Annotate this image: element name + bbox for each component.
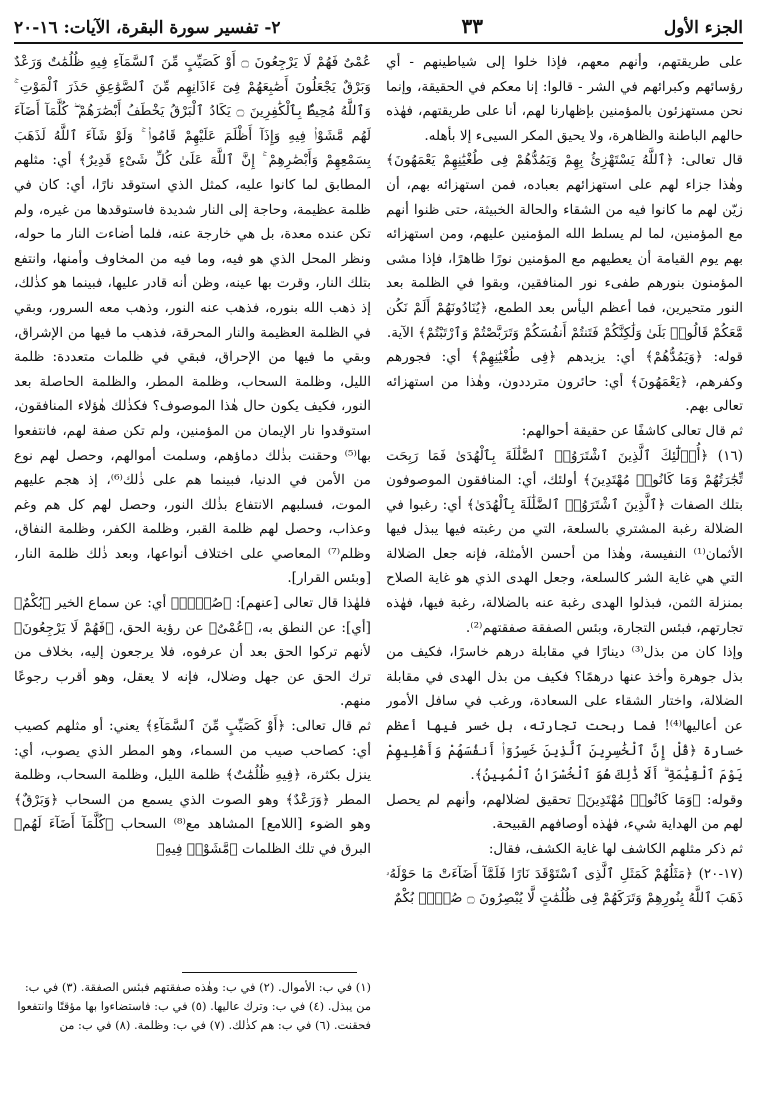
paragraph: ثم ذكر مثلهم الكاشف لها غاية الكشف، فقال: (488, 841, 743, 857)
footnote-text: (١) في ب: الأموال. (٢) في ب: وهٰذه صفقتهم فبئس الصفقة. (٣) في ب: من يبذل. (٤) في ب: وترك عاليها. (٥) في ب: فاستضاءوا بها مؤقتًا وانتفعوا فحقنت. (٦) في ب: هم كذٰلك. (٧) في ب: وظلمة. (٨) في ب: من (17, 980, 371, 1032)
paragraph: قوله: ﴿وَيَمُدُّهُمْ﴾ أي: يزيدهم ﴿فِى طُغْيَٰنِهِمْ﴾ أي: فجورهم وكفرهم، ﴿يَعْمَهُونَ﴾ أي: حائرون مترددون، وهٰذا من استهزائه تعالى بهم. (386, 349, 743, 415)
page-number: ٣٣ (461, 14, 483, 38)
text-column-left (14, 50, 371, 965)
paragraph: قال تعالى: ﴿ٱللَّهُ يَسْتَهْزِئُ بِهِمْ وَيَمُدُّهُمْ فِى طُغْيَٰنِهِمْ يَعْمَهُونَ﴾ وهٰذا جزاء لهم على استهزائهم بعباده، فمن استهزائه بهم، أن زيّن لهم ما كانوا فيه من الشقاء والحالة الخبيثة، حتى ظنوا أنهم مع المؤمنين، لما لم يسلط الله المؤمنين عليهم، ومن استهزائه بهم يوم القيامة أن يعطيهم مع المؤمنين نورًا ظاهرًا، فإذا مشى المؤمنون بنورهم طفىء نور المنافقين، وبقوا في الظلمة بعد النور متحيرين، فما أعظم اليأس بعد الطمع، ﴿يُنَادُونَهُمْ أَلَمْ نَكُن مَّعَكُمْ قَالُوا۟ بَلَىٰ وَلَٰكِنَّكُمْ فَتَنتُمْ أَنفُسَكُمْ وَتَرَبَّصْتُمْ وَٱرْتَبْتُمْ﴾ الآية. (386, 152, 743, 341)
header-volume: الجزء الأول (663, 18, 743, 38)
paragraph: وقوله: ﴿وَمَا كَانُوا۟ مُهْتَدِينَ﴾ تحقيق لضلالهم، وأنهم لم يحصل لهم من الهداية شيء، فهٰذه أوصافهم القبيحة. (386, 791, 743, 833)
paragraph: وإذا كان من بذل⁽³⁾ دينارًا في مقابلة درهم خاسرًا، فكيف من بذل جوهرة وأخذ عنها درهمًا؟ فكيف من بذل الهدى في مقابلة الضلالة، واختار الشقاء على السعادة، ورغب في سافل الأمور عن أعاليها⁽⁴⁾! فما ربحت تجارته، بل خسر فيها أعظم خسارة ﴿قُلْ إِنَّ ٱلْخَٰسِرِينَ ٱلَّذِينَ خَسِرُوٓا۟ أَنفُسَهُمْ وَأَهْلِيهِمْ يَوْمَ ٱلْقِيَٰمَةِ ۗ أَلَا ذَٰلِكَ هُوَ ٱلْخُسْرَانُ ٱلْمُبِينُ﴾. (386, 644, 743, 784)
paragraph: على طريقتهم، وأنهم معهم، فإذا خلوا إلى شياطينهم - أي رؤسائهم وكبرائهم في الشر - قالوا: إنا معكم في الحقيقة، وإنما نحن مستهزئون بالمؤمنين بإظهارنا لهم، أنا على طريقتهم، فهٰذه حالهم الباطنة والظاهرة، ولا يحيق المكر السيىء إلا بأهله. (386, 54, 743, 144)
paragraph: ثم قال تعالى: ﴿أَوْ كَصَيِّبٍ مِّنَ ٱلسَّمَآءِ﴾ يعني: أو مثلهم كصيب أي: كصاحب صيب من السماء، وهو المطر الذي يصوب، أي: ينزل بكثرة، ﴿فِيهِ ظُلُمَٰتٌ﴾ ظلمة الليل، وظلمة السحاب، وظلمة المطر ﴿وَرَعْدٌ﴾ وهو الصوت الذي يسمع من السحاب ﴿وَبَرْقٌ﴾ وهو الضوء [اللامع] المشاهد مع⁽⁸⁾ السحاب ﴿كُلَّمَآ أَضَآءَ لَهُم﴾ البرق في تلك الظلمات ﴿مَّشَوْا۟ فِيهِ﴾ (14, 718, 371, 857)
paragraph: (١٦) ﴿أُو۟لَٰٓئِكَ ٱلَّذِينَ ٱشْتَرَوُا۟ ٱلضَّلَٰلَةَ بِٱلْهُدَىٰ فَمَا رَبِحَت تِّجَٰرَتُهُمْ وَمَا كَانُوا۟ مُهْتَدِينَ﴾ أولئك، أي: المنافقون الموصوفون بتلك الصفات ﴿ٱلَّذِينَ ٱشْتَرَوُا۟ ٱلضَّلَٰلَةَ بِٱلْهُدَىٰ﴾ أي: رغبوا في الضلالة رغبة المشتري بالسلعة، التي من رغبته فيها يبذل فيها الأثمان⁽¹⁾ النفيسة، وهٰذا من أحسن الأمثلة، فإنه جعل الضلالة التي هي غاية الشر كالسلعة، وجعل الهدى الذي هو غاية الصلاح بمنزلة الثمن، فبذلوا الهدى رغبة عنه بالضلالة، رغبة فيها، فهٰذه تجارتهم، فبئس التجارة، وبئس الصفقة صفقتهم⁽²⁾. (386, 447, 743, 636)
page-header (14, 8, 743, 44)
paragraph: فلهٰذا قال تعالى [عنهم]: ﴿صُمٌّۢ﴾ أي: عن سماع الخير ﴿بُكْمٌ﴾ [أي]: عن النطق به، ﴿عُمْىٌ﴾ عن رؤية الحق، ﴿فَهُمْ لَا يَرْجِعُونَ﴾ لأنهم تركوا الحق بعد أن عرفوه، فلا يرجعون إليه، بخلاف من ترك الحق عن جهل وضلال، فإنه لا يعقل، وهو أقرب رجوعًا منهم. (14, 595, 371, 710)
footnotes (14, 978, 371, 1103)
header-chapter-title: ٢- تفسير سورة البقرة، الآيات: ١٦-٢٠ (14, 18, 281, 38)
footnote-separator (182, 972, 357, 973)
paragraph: عُمْىٌ فَهُمْ لَا يَرْجِعُونَ ۝ أَوْ كَصَيِّبٍ مِّنَ ٱلسَّمَآءِ فِيهِ ظُلُمَٰتٌ وَرَعْدٌ وَبَرْقٌ يَجْعَلُونَ أَصَٰبِعَهُمْ فِىٓ ءَاذَانِهِم مِّنَ ٱلصَّوَٰعِقِ حَذَرَ ٱلْمَوْتِ ۚ وَٱللَّهُ مُحِيطٌۢ بِٱلْكَٰفِرِينَ ۝ يَكَادُ ٱلْبَرْقُ يَخْطَفُ أَبْصَٰرَهُمْ ۖ كُلَّمَآ أَضَآءَ لَهُم مَّشَوْا۟ فِيهِ وَإِذَآ أَظْلَمَ عَلَيْهِمْ قَامُوا۟ ۚ وَلَوْ شَآءَ ٱللَّهُ لَذَهَبَ بِسَمْعِهِمْ وَأَبْصَٰرِهِمْ ۚ إِنَّ ٱللَّهَ عَلَىٰ كُلِّ شَىْءٍ قَدِيرٌ﴾ أي: مثلهم المطابق لما كانوا عليه، كمثل الذي استوقد نارًا، أي: كان في ظلمة عظيمة، وحاجة إلى النار شديدة فاستوقدها من غيره، ولم تكن عنده معدة، بل هي خارجة عنه، فلما أضاءت النار ما حوله، ونظر المحل الذي هو فيه، وما فيه من المخاوف وأمنها، وانتفع بتلك النار، وقرت بها عينه، وظن أنه قادر عليها، فبينما هو كذٰلك، إذ ذهب الله بنوره، فذهب عنه النور، وذهب معه السرور، وبقي في الظلمة العظيمة والنار المحرقة، فذهب ما فيها من الإشراق، وبقي ما فيها من الإحراق، فبقي في ظلمات متعددة: ظلمة الليل، وظلمة السحاب، وظلمة المطر، والظلمة الحاصلة بعد النور، فكيف يكون حال هٰذا الموصوف؟ فكذٰلك هٰؤلاء المنافقون، استوقدوا نار الإيمان من المؤمنين، ولم تكن صفة لهم، فانتفعوا بها⁽⁵⁾ وحقنت بذٰلك دماؤهم، وسلمت أموالهم، وحصل لهم نوع من الأمن في الدنيا، فبينما هم على ذٰلك⁽⁶⁾، إذ هجم عليهم الموت، فسلبهم الانتفاع بذٰلك النور، وحصل لهم كل هم وغم وعذاب، وحصل لهم ظلمة القبر، وظلمة الكفر، وظلمة النفاق، وظلم⁽⁷⁾ المعاصي على اختلاف أنواعها، وبعد ذٰلك ظلمة النار، [وبئس القرار]. (14, 54, 371, 587)
paragraph: (١٧-٢٠) ﴿مَثَلُهُمْ كَمَثَلِ ٱلَّذِى ٱسْتَوْقَدَ نَارًا فَلَمَّآ أَضَآءَتْ مَا حَوْلَهُۥ ذَهَبَ ٱللَّهُ بِنُورِهِمْ وَتَرَكَهُمْ فِى ظُلُمَٰتٍ لَّا يُبْصِرُونَ ۝ صُمٌّۢ بُكْمٌ (386, 865, 743, 907)
text-column-right (386, 50, 743, 1100)
paragraph: ثم قال تعالى كاشفًا عن حقيقة أحوالهم: (521, 422, 743, 439)
